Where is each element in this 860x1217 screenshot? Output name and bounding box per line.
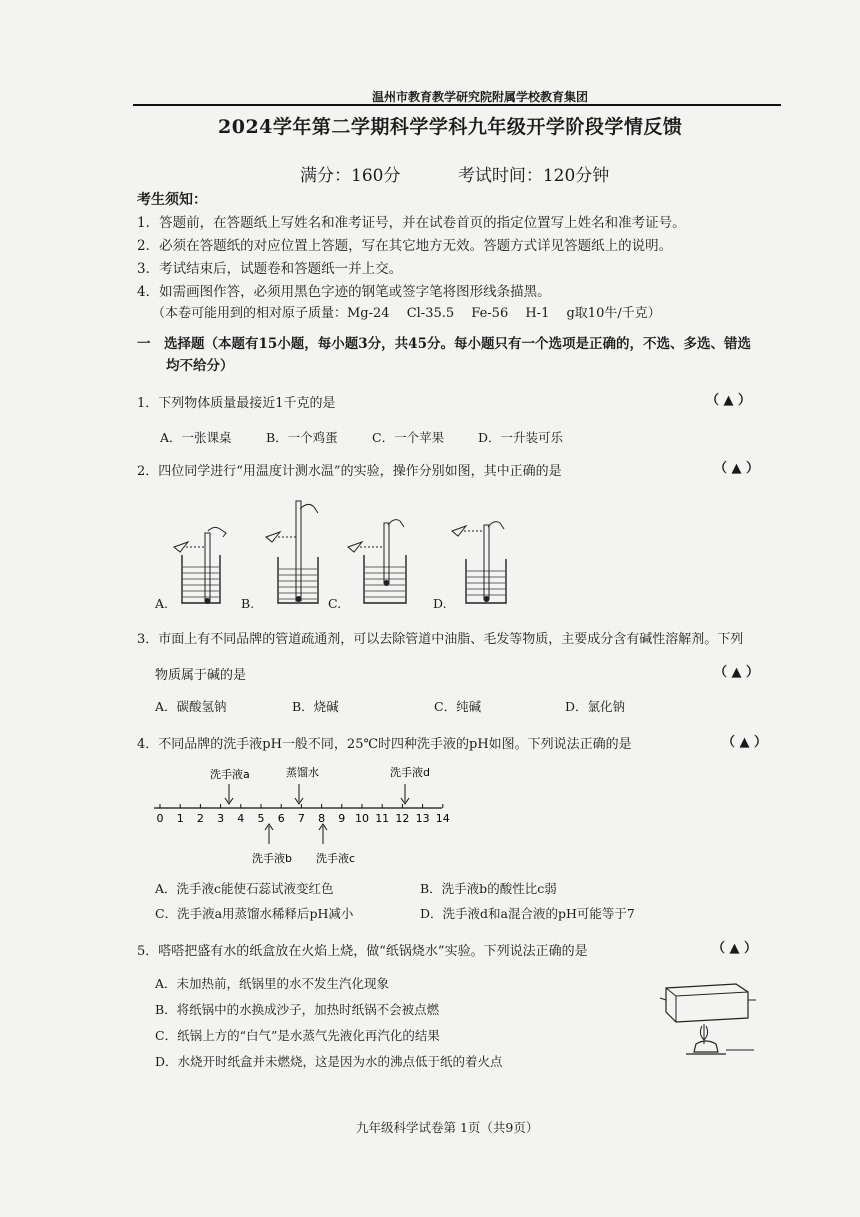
exam-title: 2024学年第二学期科学学科九年级开学阶段学情反馈	[218, 116, 683, 138]
q1-option-a: A．一张课桌	[160, 430, 232, 445]
notice-heading: 考生须知：	[137, 192, 207, 208]
ph-tick-label: 9	[338, 812, 346, 825]
q3-answer-mark: （ ▲ ）	[714, 665, 760, 680]
q5-answer-mark: （ ▲ ）	[712, 941, 758, 956]
beaker-a	[174, 527, 226, 604]
q2-answer-mark: （ ▲ ）	[714, 461, 760, 476]
notice-item-1: 1．答题前，在答题纸上写姓名和准考证号，并在试卷首页的指定位置写上姓名和准考证号。	[137, 215, 686, 231]
ph-tick-label: 0	[156, 812, 164, 825]
q1-stem: 1．下列物体质量最接近1千克的是	[137, 396, 336, 411]
ph-tick-label: 3	[217, 812, 225, 825]
label-wash-c: 洗手液c	[316, 852, 356, 865]
q2-label-b: B.	[241, 596, 255, 611]
atomic-mass-note: （本卷可能用到的相对原子质量：Mg-24 Cl-35.5 Fe-56 H-1 g取10牛/千克）	[152, 306, 661, 321]
ph-tick-label: 8	[318, 812, 326, 825]
ph-tick-label: 10	[355, 812, 369, 825]
q3-option-a: A．碳酸氢钠	[155, 699, 227, 714]
q3-stem-line2: 物质属于碱的是	[155, 668, 247, 683]
q1-option-d: D．一升装可乐	[478, 430, 564, 445]
ph-tick-label: 11	[375, 812, 390, 825]
ph-ticks	[157, 804, 450, 825]
ph-tick-label: 13	[415, 812, 430, 825]
q5-stem: 5．嗒嗒把盛有水的纸盒放在火焰上烧，做“纸锅烧水”实验。下列说法正确的是	[137, 944, 588, 959]
section-1-heading-cont: 均不给分）	[166, 358, 234, 374]
label-wash-a: 洗手液a	[210, 768, 250, 781]
section-1-heading: 一 选择题（本题有15小题，每小题3分，共45分。每小题只有一个选项是正确的，不选、多选、错选	[137, 336, 751, 352]
ph-tick-label: 14	[435, 812, 450, 825]
header-rule	[133, 104, 781, 106]
ph-tick-label: 1	[176, 812, 184, 825]
q3-option-b: B．烧碱	[292, 699, 339, 714]
q4-option-b: B．洗手液b的酸性比c弱	[420, 881, 557, 896]
q2-label-a: A.	[155, 596, 169, 611]
q5-option-c: C．纸锅上方的“白气”是水蒸气先液化再汽化的结果	[155, 1028, 440, 1043]
beaker-b	[266, 501, 318, 603]
label-wash-d: 洗手液d	[390, 766, 430, 779]
ph-tick-label: 5	[257, 812, 265, 825]
q3-option-c: C．纯碱	[434, 699, 482, 714]
label-wash-b: 洗手液b	[252, 852, 292, 865]
q3-stem-line1: 3．市面上有不同品牌的管道疏通剂，可以去除管道中油脂、毛发等物质，主要成分含有碱性溶解剂。下列	[137, 632, 744, 647]
ph-tick-label: 12	[395, 812, 410, 825]
q5-paper-pot-figure	[656, 978, 760, 1068]
q5-option-d: D．水烧开时纸盒并未燃烧，这是因为水的沸点低于纸的着火点	[155, 1054, 503, 1069]
q2-label-c: C.	[328, 596, 342, 611]
school-name: 温州市教育教学研究院附属学校教育集团	[372, 90, 589, 104]
q1-answer-mark: （ ▲ ）	[706, 393, 752, 408]
q1-option-b: B．一个鸡蛋	[266, 430, 338, 445]
q5-option-a: A．未加热前，纸锅里的水不发生汽化现象	[155, 976, 390, 991]
score-time-line	[300, 161, 661, 186]
q4-option-c: C．洗手液a用蒸馏水稀释后pH减小	[155, 906, 354, 921]
notice-item-2: 2．必须在答题纸的对应位置上答题，写在其它地方无效。答题方式详见答题纸上的说明。	[137, 238, 673, 254]
notice-item-4: 4．如需画图作答，必须用黑色字迹的钢笔或签字笔将图形线条描黑。	[137, 284, 551, 300]
notice-item-3: 3．考试结束后，试题卷和答题纸一并上交。	[137, 261, 403, 277]
q2-stem: 2．四位同学进行“用温度计测水温”的实验，操作分别如图，其中正确的是	[137, 464, 562, 479]
q4-ph-scale-figure	[150, 762, 450, 868]
q2-label-d: D.	[433, 596, 447, 611]
beaker-c	[348, 520, 406, 603]
ph-tick-label: 2	[196, 812, 204, 825]
beaker-d	[452, 522, 506, 603]
q4-stem: 4．不同品牌的洗手液pH一般不同，25℃时四种洗手液的pH如图。下列说法正确的是	[137, 737, 632, 752]
q4-option-d: D．洗手液d和a混合液的pH可能等于7	[420, 906, 635, 921]
ph-tick-label: 4	[237, 812, 245, 825]
exam-time: 考试时间：120分钟	[457, 166, 610, 186]
q1-option-c: C．一个苹果	[372, 430, 445, 445]
q4-answer-mark: （ ▲ ）	[722, 735, 768, 750]
q5-option-b: B．将纸锅中的水换成沙子，加热时纸锅不会被点燃	[155, 1002, 440, 1017]
page-footer: 九年级科学试卷第 1页（共9页）	[356, 1120, 539, 1135]
q3-option-d: D．氯化钠	[565, 699, 626, 714]
label-water: 蒸馏水	[286, 766, 319, 779]
ph-tick-label: 7	[297, 812, 305, 825]
full-score: 满分：160分	[300, 166, 401, 186]
ph-tick-label: 6	[277, 812, 285, 825]
q4-option-a: A．洗手液c能使石蕊试液变红色	[155, 881, 334, 896]
